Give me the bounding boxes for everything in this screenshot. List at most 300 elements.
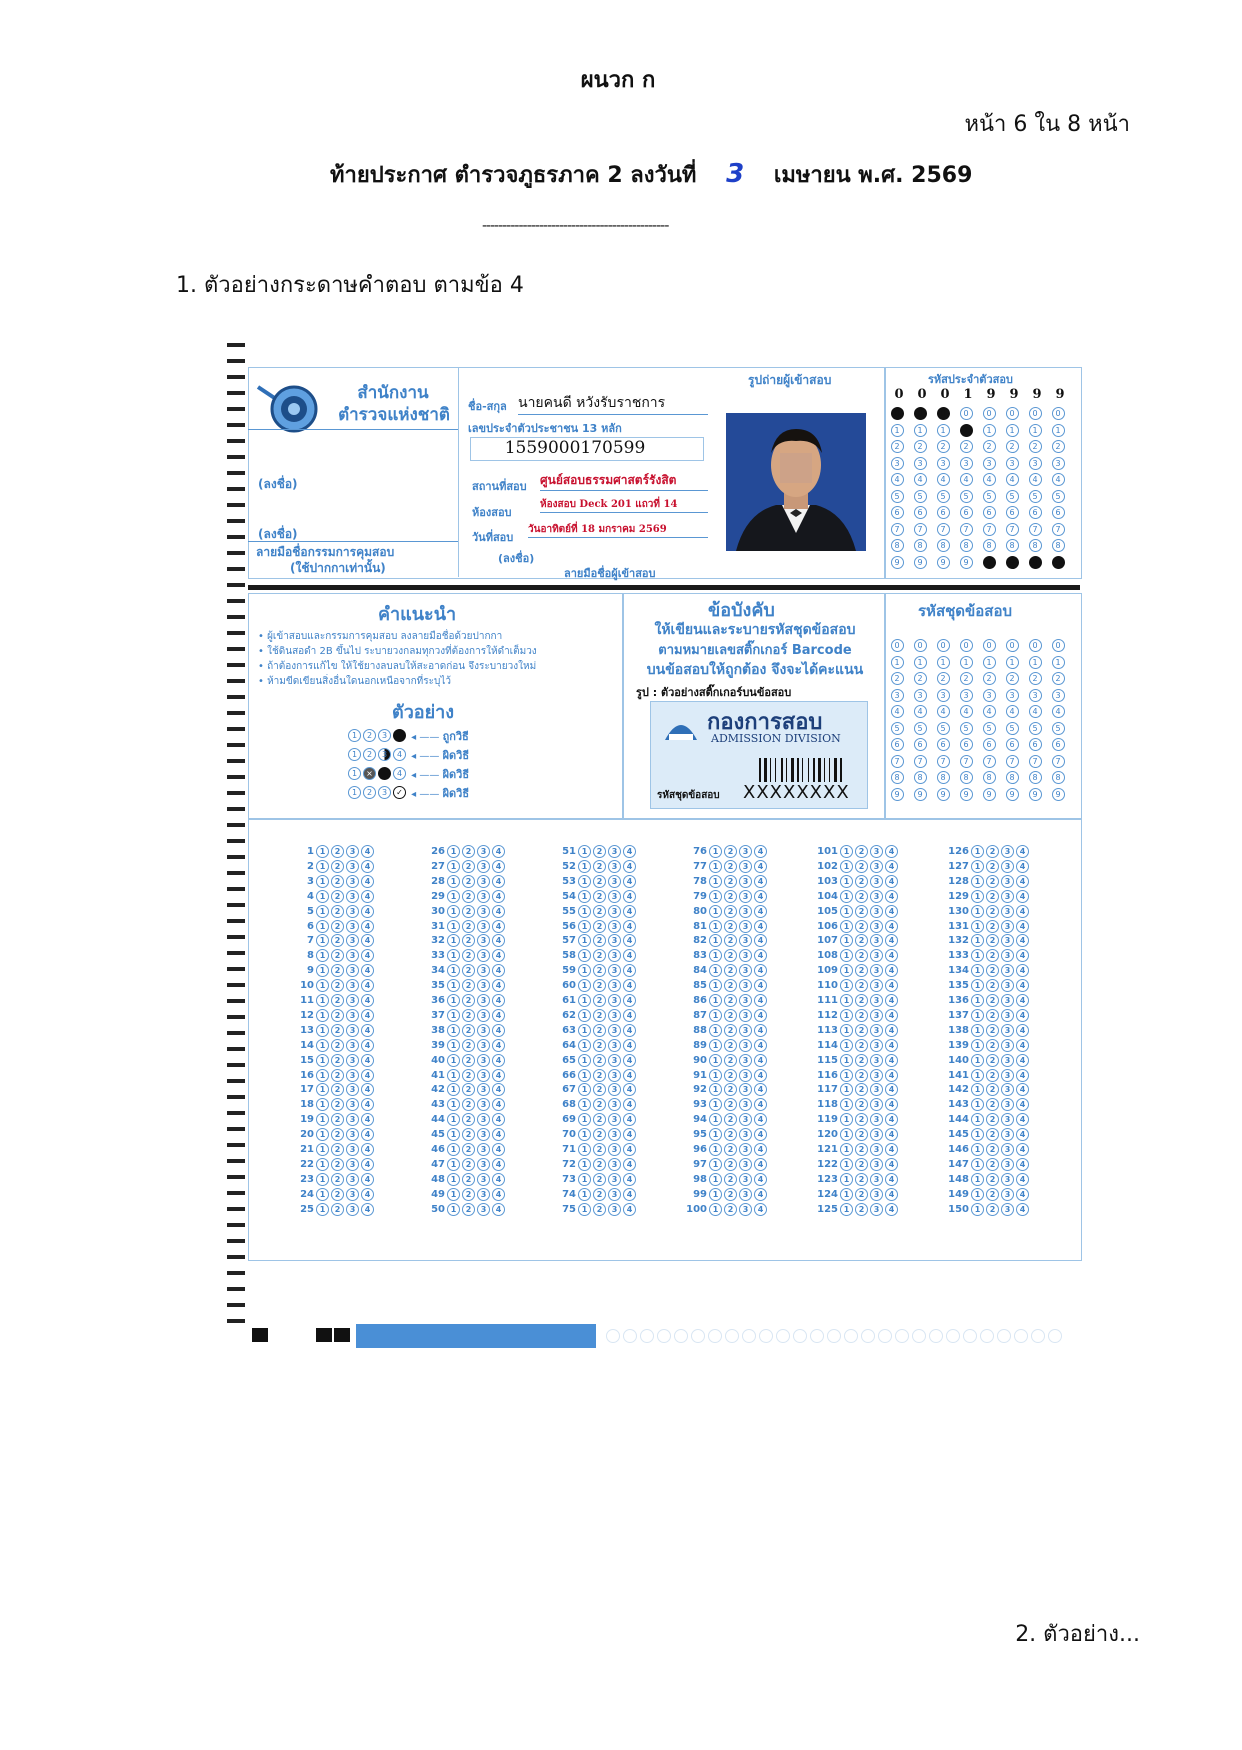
answer-bubble[interactable]: 1 [971, 934, 984, 947]
answer-bubble[interactable]: 1 [316, 934, 329, 947]
set-code-bubble[interactable]: 4 [960, 705, 973, 718]
answer-bubble[interactable]: 1 [447, 890, 460, 903]
answer-bubble[interactable]: 3 [870, 934, 883, 947]
answer-bubble[interactable]: 1 [316, 1203, 329, 1216]
answer-bubble[interactable]: 2 [986, 1098, 999, 1111]
set-code-bubble[interactable]: 7 [1006, 755, 1019, 768]
set-code-bubble[interactable]: 9 [1029, 788, 1042, 801]
answer-bubble[interactable]: 1 [971, 845, 984, 858]
answer-bubble[interactable]: 1 [578, 1098, 591, 1111]
answer-bubble[interactable]: 2 [855, 890, 868, 903]
answer-bubble[interactable]: 1 [578, 1203, 591, 1216]
answer-bubble[interactable]: 2 [593, 1024, 606, 1037]
answer-bubble[interactable]: 1 [709, 1143, 722, 1156]
answer-bubble[interactable]: 3 [739, 1039, 752, 1052]
answer-bubble[interactable]: 4 [623, 1069, 636, 1082]
answer-bubble[interactable]: 3 [477, 1173, 490, 1186]
answer-bubble[interactable]: 4 [754, 1083, 767, 1096]
answer-bubble[interactable]: 3 [1001, 1009, 1014, 1022]
exam-id-bubble[interactable]: 0 [960, 407, 973, 420]
answer-bubble[interactable]: 2 [593, 994, 606, 1007]
answer-bubble[interactable]: 4 [623, 979, 636, 992]
answer-bubble[interactable]: 1 [709, 1069, 722, 1082]
answer-bubble[interactable]: 1 [578, 1069, 591, 1082]
answer-bubble[interactable]: 4 [1016, 1113, 1029, 1126]
answer-bubble[interactable]: 2 [724, 934, 737, 947]
answer-bubble[interactable]: 2 [331, 1173, 344, 1186]
answer-bubble[interactable]: 3 [608, 1054, 621, 1067]
answer-bubble[interactable]: 3 [870, 1069, 883, 1082]
set-code-bubble[interactable]: 6 [1006, 738, 1019, 751]
answer-bubble[interactable]: 3 [870, 979, 883, 992]
exam-id-bubble[interactable]: 1 [983, 424, 996, 437]
exam-id-bubble[interactable]: 3 [1029, 457, 1042, 470]
answer-bubble[interactable]: 1 [840, 1143, 853, 1156]
answer-bubble[interactable]: 3 [870, 920, 883, 933]
answer-bubble[interactable]: 4 [492, 1009, 505, 1022]
set-code-bubble[interactable]: 7 [914, 755, 927, 768]
exam-id-bubble[interactable]: 8 [914, 539, 927, 552]
answer-bubble[interactable]: 4 [1016, 934, 1029, 947]
answer-bubble[interactable]: 3 [477, 1069, 490, 1082]
answer-bubble[interactable]: 2 [855, 1054, 868, 1067]
answer-bubble[interactable]: 1 [709, 1173, 722, 1186]
answer-bubble[interactable]: 2 [986, 1039, 999, 1052]
answer-bubble[interactable]: 3 [1001, 979, 1014, 992]
answer-bubble[interactable]: 4 [623, 934, 636, 947]
answer-bubble[interactable]: 3 [477, 979, 490, 992]
answer-bubble[interactable]: 4 [885, 890, 898, 903]
answer-bubble[interactable]: 4 [1016, 890, 1029, 903]
answer-bubble[interactable]: 2 [855, 845, 868, 858]
answer-bubble[interactable]: 4 [492, 1188, 505, 1201]
answer-bubble[interactable]: 1 [447, 1024, 460, 1037]
answer-bubble[interactable]: 1 [709, 1083, 722, 1096]
answer-bubble[interactable]: 4 [361, 1098, 374, 1111]
answer-bubble[interactable]: 2 [986, 1069, 999, 1082]
answer-bubble[interactable]: 3 [608, 979, 621, 992]
answer-bubble[interactable]: 1 [709, 1113, 722, 1126]
answer-bubble[interactable]: 4 [361, 845, 374, 858]
answer-bubble[interactable]: 1 [316, 875, 329, 888]
answer-bubble[interactable]: 4 [623, 845, 636, 858]
answer-bubble[interactable]: 1 [840, 1069, 853, 1082]
answer-bubble[interactable]: 3 [477, 1158, 490, 1171]
answer-bubble[interactable]: 2 [593, 1039, 606, 1052]
answer-bubble[interactable]: 1 [840, 994, 853, 1007]
answer-bubble[interactable]: 2 [593, 1128, 606, 1141]
answer-bubble[interactable]: 3 [346, 1039, 359, 1052]
answer-bubble[interactable]: 3 [477, 994, 490, 1007]
answer-bubble[interactable]: 1 [840, 1158, 853, 1171]
exam-id-bubble[interactable]: 2 [914, 440, 927, 453]
answer-bubble[interactable]: 2 [593, 949, 606, 962]
answer-bubble[interactable]: 4 [885, 1203, 898, 1216]
answer-bubble[interactable]: 2 [593, 1188, 606, 1201]
answer-bubble[interactable]: 2 [331, 1009, 344, 1022]
answer-bubble[interactable]: 4 [361, 994, 374, 1007]
answer-bubble[interactable]: 4 [754, 1024, 767, 1037]
answer-bubble[interactable]: 1 [578, 1173, 591, 1186]
answer-bubble[interactable]: 4 [1016, 1039, 1029, 1052]
exam-id-bubble[interactable]: 1 [937, 424, 950, 437]
set-code-bubble[interactable]: 2 [1029, 672, 1042, 685]
answer-bubble[interactable]: 4 [492, 1128, 505, 1141]
answer-bubble[interactable]: 2 [462, 994, 475, 1007]
answer-bubble[interactable]: 2 [331, 1128, 344, 1141]
set-code-bubble[interactable]: 6 [937, 738, 950, 751]
answer-bubble[interactable]: 3 [870, 1054, 883, 1067]
answer-bubble[interactable]: 2 [462, 1009, 475, 1022]
answer-bubble[interactable]: 3 [477, 920, 490, 933]
set-code-bubble[interactable]: 7 [983, 755, 996, 768]
set-code-bubble[interactable]: 9 [983, 788, 996, 801]
answer-bubble[interactable]: 4 [623, 1203, 636, 1216]
answer-bubble[interactable]: 1 [840, 1173, 853, 1186]
answer-bubble[interactable]: 2 [593, 1083, 606, 1096]
answer-bubble[interactable]: 4 [1016, 979, 1029, 992]
set-code-bubble[interactable]: 6 [983, 738, 996, 751]
answer-bubble[interactable]: 1 [971, 1069, 984, 1082]
answer-bubble[interactable]: 3 [1001, 890, 1014, 903]
answer-bubble[interactable]: 4 [754, 875, 767, 888]
answer-bubble[interactable]: 2 [986, 1083, 999, 1096]
answer-bubble[interactable]: 4 [754, 1188, 767, 1201]
set-code-bubble[interactable]: 1 [983, 656, 996, 669]
answer-bubble[interactable]: 1 [578, 875, 591, 888]
answer-bubble[interactable]: 1 [840, 890, 853, 903]
answer-bubble[interactable]: 2 [855, 1083, 868, 1096]
answer-bubble[interactable]: 2 [724, 994, 737, 1007]
set-code-bubble[interactable]: 1 [937, 656, 950, 669]
answer-bubble[interactable]: 3 [870, 1113, 883, 1126]
answer-bubble[interactable]: 3 [346, 994, 359, 1007]
answer-bubble[interactable]: 3 [870, 845, 883, 858]
answer-bubble[interactable]: 4 [754, 964, 767, 977]
answer-bubble[interactable]: 1 [316, 1098, 329, 1111]
answer-bubble[interactable]: 4 [1016, 1054, 1029, 1067]
answer-bubble[interactable]: 2 [724, 1054, 737, 1067]
answer-bubble[interactable]: 2 [331, 1143, 344, 1156]
answer-bubble[interactable]: 4 [492, 1024, 505, 1037]
answer-bubble[interactable]: 3 [608, 1009, 621, 1022]
answer-bubble[interactable]: 3 [477, 1039, 490, 1052]
answer-bubble[interactable]: 3 [870, 1039, 883, 1052]
answer-bubble[interactable]: 1 [316, 964, 329, 977]
answer-bubble[interactable]: 2 [593, 1069, 606, 1082]
answer-bubble[interactable]: 3 [346, 1203, 359, 1216]
answer-bubble[interactable]: 4 [361, 1173, 374, 1186]
answer-bubble[interactable]: 4 [1016, 920, 1029, 933]
answer-bubble[interactable]: 1 [578, 979, 591, 992]
answer-bubble[interactable]: 1 [447, 1083, 460, 1096]
answer-bubble[interactable]: 2 [724, 979, 737, 992]
answer-bubble[interactable]: 2 [855, 1024, 868, 1037]
answer-bubble[interactable]: 1 [447, 1098, 460, 1111]
answer-bubble[interactable]: 4 [623, 1098, 636, 1111]
answer-bubble[interactable]: 4 [885, 1158, 898, 1171]
answer-bubble[interactable]: 1 [578, 994, 591, 1007]
answer-bubble[interactable]: 1 [971, 949, 984, 962]
exam-id-bubble[interactable]: 9 [891, 556, 904, 569]
answer-bubble[interactable]: 1 [840, 1009, 853, 1022]
answer-bubble[interactable]: 3 [608, 905, 621, 918]
answer-bubble[interactable]: 3 [870, 1128, 883, 1141]
exam-id-bubble[interactable]: 0 [983, 407, 996, 420]
answer-bubble[interactable]: 1 [709, 1203, 722, 1216]
answer-bubble[interactable]: 1 [971, 1098, 984, 1111]
answer-bubble[interactable]: 1 [447, 1009, 460, 1022]
answer-bubble[interactable]: 3 [739, 905, 752, 918]
answer-bubble[interactable]: 1 [578, 1188, 591, 1201]
answer-bubble[interactable]: 1 [971, 964, 984, 977]
answer-bubble[interactable]: 3 [346, 979, 359, 992]
answer-bubble[interactable]: 4 [361, 1024, 374, 1037]
answer-bubble[interactable]: 2 [331, 964, 344, 977]
answer-bubble[interactable]: 3 [739, 1173, 752, 1186]
answer-bubble[interactable]: 2 [462, 1113, 475, 1126]
answer-bubble[interactable]: 1 [971, 1188, 984, 1201]
set-code-bubble[interactable]: 9 [937, 788, 950, 801]
answer-bubble[interactable]: 2 [986, 1024, 999, 1037]
answer-bubble[interactable]: 4 [885, 1188, 898, 1201]
answer-bubble[interactable]: 2 [986, 1009, 999, 1022]
answer-bubble[interactable]: 4 [754, 949, 767, 962]
answer-bubble[interactable]: 1 [578, 920, 591, 933]
answer-bubble[interactable]: 3 [608, 1173, 621, 1186]
answer-bubble[interactable]: 1 [447, 979, 460, 992]
exam-id-bubble[interactable]: 4 [891, 473, 904, 486]
answer-bubble[interactable]: 2 [724, 860, 737, 873]
answer-bubble[interactable]: 3 [477, 1128, 490, 1141]
answer-bubble[interactable]: 4 [361, 979, 374, 992]
answer-bubble[interactable]: 3 [477, 890, 490, 903]
answer-bubble[interactable]: 3 [1001, 1128, 1014, 1141]
answer-bubble[interactable]: 2 [593, 890, 606, 903]
set-code-bubble[interactable]: 1 [1052, 656, 1065, 669]
answer-bubble[interactable]: 2 [855, 994, 868, 1007]
answer-bubble[interactable]: 1 [316, 1083, 329, 1096]
exam-id-bubble[interactable]: 6 [914, 506, 927, 519]
set-code-bubble[interactable]: 5 [937, 722, 950, 735]
answer-bubble[interactable]: 1 [709, 920, 722, 933]
answer-bubble[interactable]: 1 [316, 860, 329, 873]
answer-bubble[interactable]: 1 [316, 949, 329, 962]
answer-bubble[interactable]: 2 [855, 905, 868, 918]
answer-bubble[interactable]: 2 [462, 860, 475, 873]
answer-bubble[interactable]: 2 [724, 1143, 737, 1156]
set-code-bubble[interactable]: 0 [1006, 639, 1019, 652]
answer-bubble[interactable]: 1 [709, 1098, 722, 1111]
answer-bubble[interactable]: 1 [316, 1039, 329, 1052]
exam-id-bubble[interactable]: 7 [914, 523, 927, 536]
answer-bubble[interactable]: 1 [709, 934, 722, 947]
set-code-bubble[interactable]: 4 [1006, 705, 1019, 718]
answer-bubble[interactable]: 2 [593, 1158, 606, 1171]
answer-bubble[interactable]: 4 [754, 890, 767, 903]
answer-bubble[interactable]: 4 [754, 979, 767, 992]
answer-bubble[interactable]: 2 [855, 920, 868, 933]
answer-bubble[interactable]: 1 [316, 845, 329, 858]
answer-bubble[interactable]: 3 [739, 1158, 752, 1171]
exam-id-bubble[interactable]: 1 [1006, 424, 1019, 437]
answer-bubble[interactable]: 1 [578, 964, 591, 977]
answer-bubble[interactable]: 2 [724, 1203, 737, 1216]
answer-bubble[interactable]: 3 [346, 1143, 359, 1156]
answer-bubble[interactable]: 4 [754, 920, 767, 933]
set-code-bubble[interactable]: 8 [960, 771, 973, 784]
answer-bubble[interactable]: 3 [1001, 905, 1014, 918]
answer-bubble[interactable]: 2 [331, 1024, 344, 1037]
answer-bubble[interactable]: 1 [709, 845, 722, 858]
answer-bubble[interactable]: 2 [462, 1158, 475, 1171]
set-code-bubble[interactable]: 5 [1006, 722, 1019, 735]
answer-bubble[interactable]: 4 [623, 964, 636, 977]
answer-bubble[interactable]: 4 [623, 1173, 636, 1186]
answer-bubble[interactable]: 3 [870, 1098, 883, 1111]
answer-bubble[interactable]: 4 [885, 1098, 898, 1111]
answer-bubble[interactable]: 2 [331, 920, 344, 933]
answer-bubble[interactable]: 4 [361, 1083, 374, 1096]
answer-bubble[interactable]: 2 [593, 1009, 606, 1022]
set-code-bubble[interactable]: 5 [960, 722, 973, 735]
answer-bubble[interactable]: 3 [870, 1009, 883, 1022]
answer-bubble[interactable]: 4 [885, 1113, 898, 1126]
answer-bubble[interactable]: 4 [754, 934, 767, 947]
answer-bubble[interactable]: 3 [608, 1158, 621, 1171]
exam-id-bubble[interactable]: 3 [1006, 457, 1019, 470]
answer-bubble[interactable]: 3 [608, 1069, 621, 1082]
answer-bubble[interactable]: 2 [462, 1143, 475, 1156]
answer-bubble[interactable]: 3 [477, 845, 490, 858]
answer-bubble[interactable]: 2 [986, 994, 999, 1007]
answer-bubble[interactable]: 1 [316, 1188, 329, 1201]
answer-bubble[interactable]: 3 [346, 1054, 359, 1067]
answer-bubble[interactable]: 3 [346, 949, 359, 962]
answer-bubble[interactable]: 3 [608, 964, 621, 977]
set-code-bubble[interactable]: 1 [960, 656, 973, 669]
answer-bubble[interactable]: 1 [840, 1054, 853, 1067]
exam-id-bubble[interactable]: 2 [960, 440, 973, 453]
answer-bubble[interactable]: 4 [885, 845, 898, 858]
answer-bubble[interactable]: 2 [986, 875, 999, 888]
answer-bubble[interactable]: 1 [316, 1069, 329, 1082]
exam-id-bubble[interactable]: 7 [937, 523, 950, 536]
answer-bubble[interactable]: 3 [1001, 934, 1014, 947]
exam-id-bubble[interactable]: 5 [1029, 490, 1042, 503]
answer-bubble[interactable]: 4 [885, 1128, 898, 1141]
answer-bubble[interactable]: 3 [608, 1039, 621, 1052]
answer-bubble[interactable]: 4 [623, 860, 636, 873]
answer-bubble[interactable]: 1 [447, 1158, 460, 1171]
answer-bubble[interactable]: 2 [331, 905, 344, 918]
answer-bubble[interactable]: 4 [885, 1069, 898, 1082]
answer-bubble[interactable]: 1 [971, 1113, 984, 1126]
answer-bubble[interactable]: 3 [346, 1188, 359, 1201]
answer-bubble[interactable]: 4 [361, 1113, 374, 1126]
answer-bubble[interactable]: 2 [593, 934, 606, 947]
answer-bubble[interactable]: 4 [754, 1128, 767, 1141]
answer-bubble[interactable]: 4 [361, 1039, 374, 1052]
answer-bubble[interactable]: 1 [447, 1173, 460, 1186]
answer-bubble[interactable]: 2 [331, 860, 344, 873]
answer-bubble[interactable]: 3 [739, 875, 752, 888]
exam-id-bubble[interactable]: 2 [937, 440, 950, 453]
answer-bubble[interactable]: 2 [593, 964, 606, 977]
set-code-bubble[interactable]: 6 [891, 738, 904, 751]
answer-bubble[interactable]: 3 [739, 934, 752, 947]
exam-id-bubble[interactable]: 2 [891, 440, 904, 453]
answer-bubble[interactable]: 4 [492, 1113, 505, 1126]
answer-bubble[interactable]: 2 [593, 1113, 606, 1126]
answer-bubble[interactable]: 1 [971, 1128, 984, 1141]
answer-bubble[interactable]: 3 [477, 1009, 490, 1022]
answer-bubble[interactable]: 2 [724, 1173, 737, 1186]
answer-bubble[interactable]: 4 [754, 1203, 767, 1216]
exam-id-bubble[interactable]: 5 [891, 490, 904, 503]
answer-bubble[interactable]: 4 [492, 1039, 505, 1052]
set-code-bubble[interactable]: 1 [914, 656, 927, 669]
answer-bubble[interactable]: 3 [608, 860, 621, 873]
answer-bubble[interactable]: 4 [754, 994, 767, 1007]
answer-bubble[interactable]: 3 [608, 1143, 621, 1156]
set-code-bubble-grid[interactable] [890, 639, 1078, 817]
answer-bubble[interactable]: 3 [1001, 949, 1014, 962]
answer-bubble[interactable]: 2 [462, 1039, 475, 1052]
exam-id-bubble[interactable]: 7 [891, 523, 904, 536]
exam-id-bubble[interactable]: 5 [1052, 490, 1065, 503]
answer-bubble[interactable]: 3 [477, 1203, 490, 1216]
answer-bubble[interactable]: 2 [462, 1173, 475, 1186]
exam-id-bubble[interactable]: 4 [914, 473, 927, 486]
answer-bubble[interactable]: 2 [331, 1069, 344, 1082]
answer-bubble[interactable]: 4 [885, 1054, 898, 1067]
answer-bubble[interactable]: 1 [709, 1188, 722, 1201]
answer-bubble[interactable]: 1 [840, 1203, 853, 1216]
answer-bubble[interactable]: 4 [361, 934, 374, 947]
answer-bubble[interactable]: 4 [885, 934, 898, 947]
answer-bubble[interactable]: 2 [462, 964, 475, 977]
answer-bubble[interactable]: 2 [724, 964, 737, 977]
answer-bubble[interactable]: 2 [986, 1143, 999, 1156]
set-code-bubble[interactable]: 7 [1029, 755, 1042, 768]
answer-bubble[interactable]: 2 [462, 1128, 475, 1141]
exam-id-bubble[interactable]: 4 [1029, 473, 1042, 486]
answer-bubble[interactable]: 1 [971, 1083, 984, 1096]
answer-bubble[interactable]: 3 [739, 1188, 752, 1201]
set-code-bubble[interactable]: 4 [983, 705, 996, 718]
answer-bubble[interactable]: 3 [346, 1128, 359, 1141]
answer-bubble[interactable]: 1 [447, 845, 460, 858]
answer-bubble[interactable]: 2 [724, 1098, 737, 1111]
answer-bubble[interactable]: 3 [739, 1113, 752, 1126]
answer-bubble[interactable]: 3 [1001, 1158, 1014, 1171]
exam-id-bubble[interactable]: 9 [960, 556, 973, 569]
answer-bubble[interactable]: 3 [739, 1009, 752, 1022]
set-code-bubble[interactable]: 0 [1052, 639, 1065, 652]
set-code-bubble[interactable]: 2 [1052, 672, 1065, 685]
answer-bubble[interactable]: 3 [608, 1188, 621, 1201]
answer-bubble[interactable]: 4 [754, 1173, 767, 1186]
answer-bubble[interactable]: 1 [840, 934, 853, 947]
answer-bubble[interactable]: 1 [971, 875, 984, 888]
answer-bubble[interactable]: 3 [346, 964, 359, 977]
answer-bubble[interactable]: 1 [447, 934, 460, 947]
answer-bubble[interactable]: 2 [724, 1069, 737, 1082]
answer-bubble[interactable]: 1 [840, 979, 853, 992]
answer-bubble[interactable]: 4 [885, 1024, 898, 1037]
set-code-bubble[interactable]: 9 [891, 788, 904, 801]
